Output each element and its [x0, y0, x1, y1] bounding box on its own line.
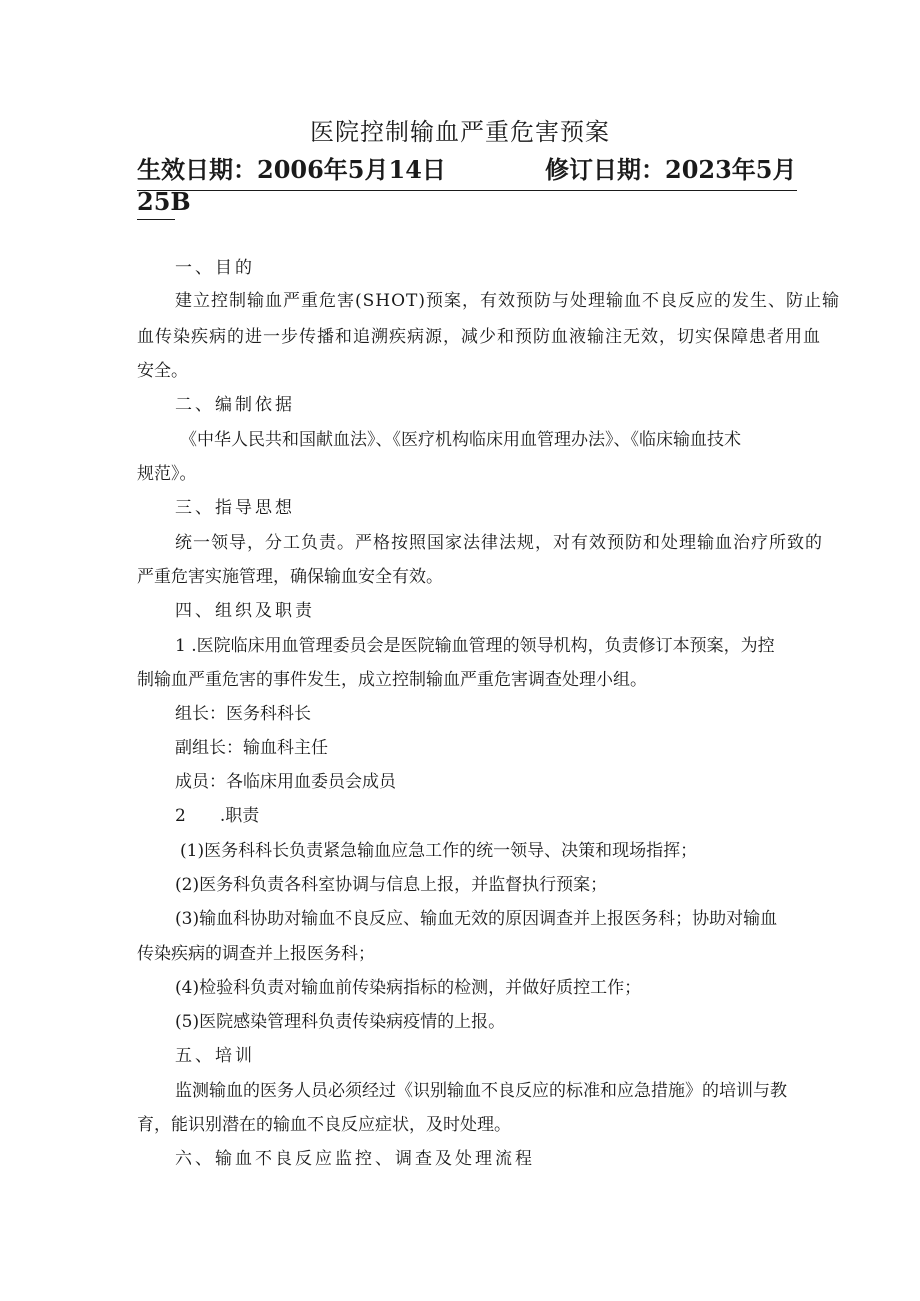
document-title: 医院控制输血严重危害预案	[310, 118, 610, 146]
paragraph-line: (5)医院感染管理科负责传染病疫情的上报。	[175, 1012, 506, 1032]
paragraph-line: 监测输血的医务人员必须经过《识别输血不良反应的标准和应急措施》的培训与教	[175, 1081, 787, 1101]
paragraph-line: 安全。	[137, 361, 188, 381]
paragraph-line: (1)医务科科长负责紧急输血应急工作的统一领导、决策和现场指挥；	[180, 841, 698, 861]
paragraph-line: 建立控制输血严重危害(SHOT)预案，有效预防与处理输血不良反应的发生、防止输	[175, 291, 841, 311]
section-heading-guideline: 三、指导思想	[175, 498, 295, 518]
paragraph-line: (3)输血科协助对输血不良反应、输血无效的原因调查并上报医务科；协助对输血	[175, 909, 778, 929]
paragraph-line: 副组长：输血科主任	[175, 738, 328, 758]
paragraph-line: 育，能识别潜在的输血不良反应症状，及时处理。	[137, 1115, 511, 1135]
effective-date: 生效日期：2006年5月14日	[137, 155, 446, 184]
paragraph-line: 1 .医院临床用血管理委员会是医院输血管理的领导机构，负责修订本预案，为控	[175, 636, 775, 656]
paragraph-line: 传染疾病的调查并上报医务科；	[137, 944, 375, 964]
revised-date: 修订日期：2023年5月	[545, 155, 797, 184]
paragraph-line: 制输血严重危害的事件发生，成立控制输血严重危害调查处理小组。	[137, 670, 647, 690]
revised-date-continued: 25B	[137, 185, 175, 220]
paragraph-line: (4)检验科负责对输血前传染病指标的检测，并做好质控工作；	[175, 978, 642, 998]
paragraph-line: 组长：医务科科长	[175, 704, 311, 724]
paragraph-line: 2 .职责	[175, 806, 260, 826]
section-heading-organization: 四、组织及职责	[175, 601, 315, 621]
date-line	[137, 150, 797, 191]
paragraph-line: 规范》。	[137, 464, 197, 484]
paragraph-line: 《中华人民共和国献血法》、《医疗机构临床用血管理办法》、《临床输血技术	[180, 430, 741, 450]
section-heading-process: 六、输血不良反应监控、调查及处理流程	[175, 1149, 535, 1169]
section-heading-training: 五、培训	[175, 1046, 255, 1066]
paragraph-line: 血传染疾病的进一步传播和追溯疾病源，减少和预防血液输注无效，切实保障患者用血	[137, 327, 821, 347]
paragraph-line: 严重危害实施管理，确保输血安全有效。	[137, 567, 443, 587]
paragraph-line: (2)医务科负责各科室协调与信息上报，并监督执行预案；	[175, 875, 608, 895]
section-heading-purpose: 一、目的	[175, 258, 255, 278]
paragraph-line: 成员：各临床用血委员会成员	[175, 772, 396, 792]
section-heading-basis: 二、编制依据	[175, 395, 295, 415]
paragraph-line: 统一领导，分工负责。严格按照国家法律法规，对有效预防和处理输血治疗所致的	[175, 533, 823, 553]
